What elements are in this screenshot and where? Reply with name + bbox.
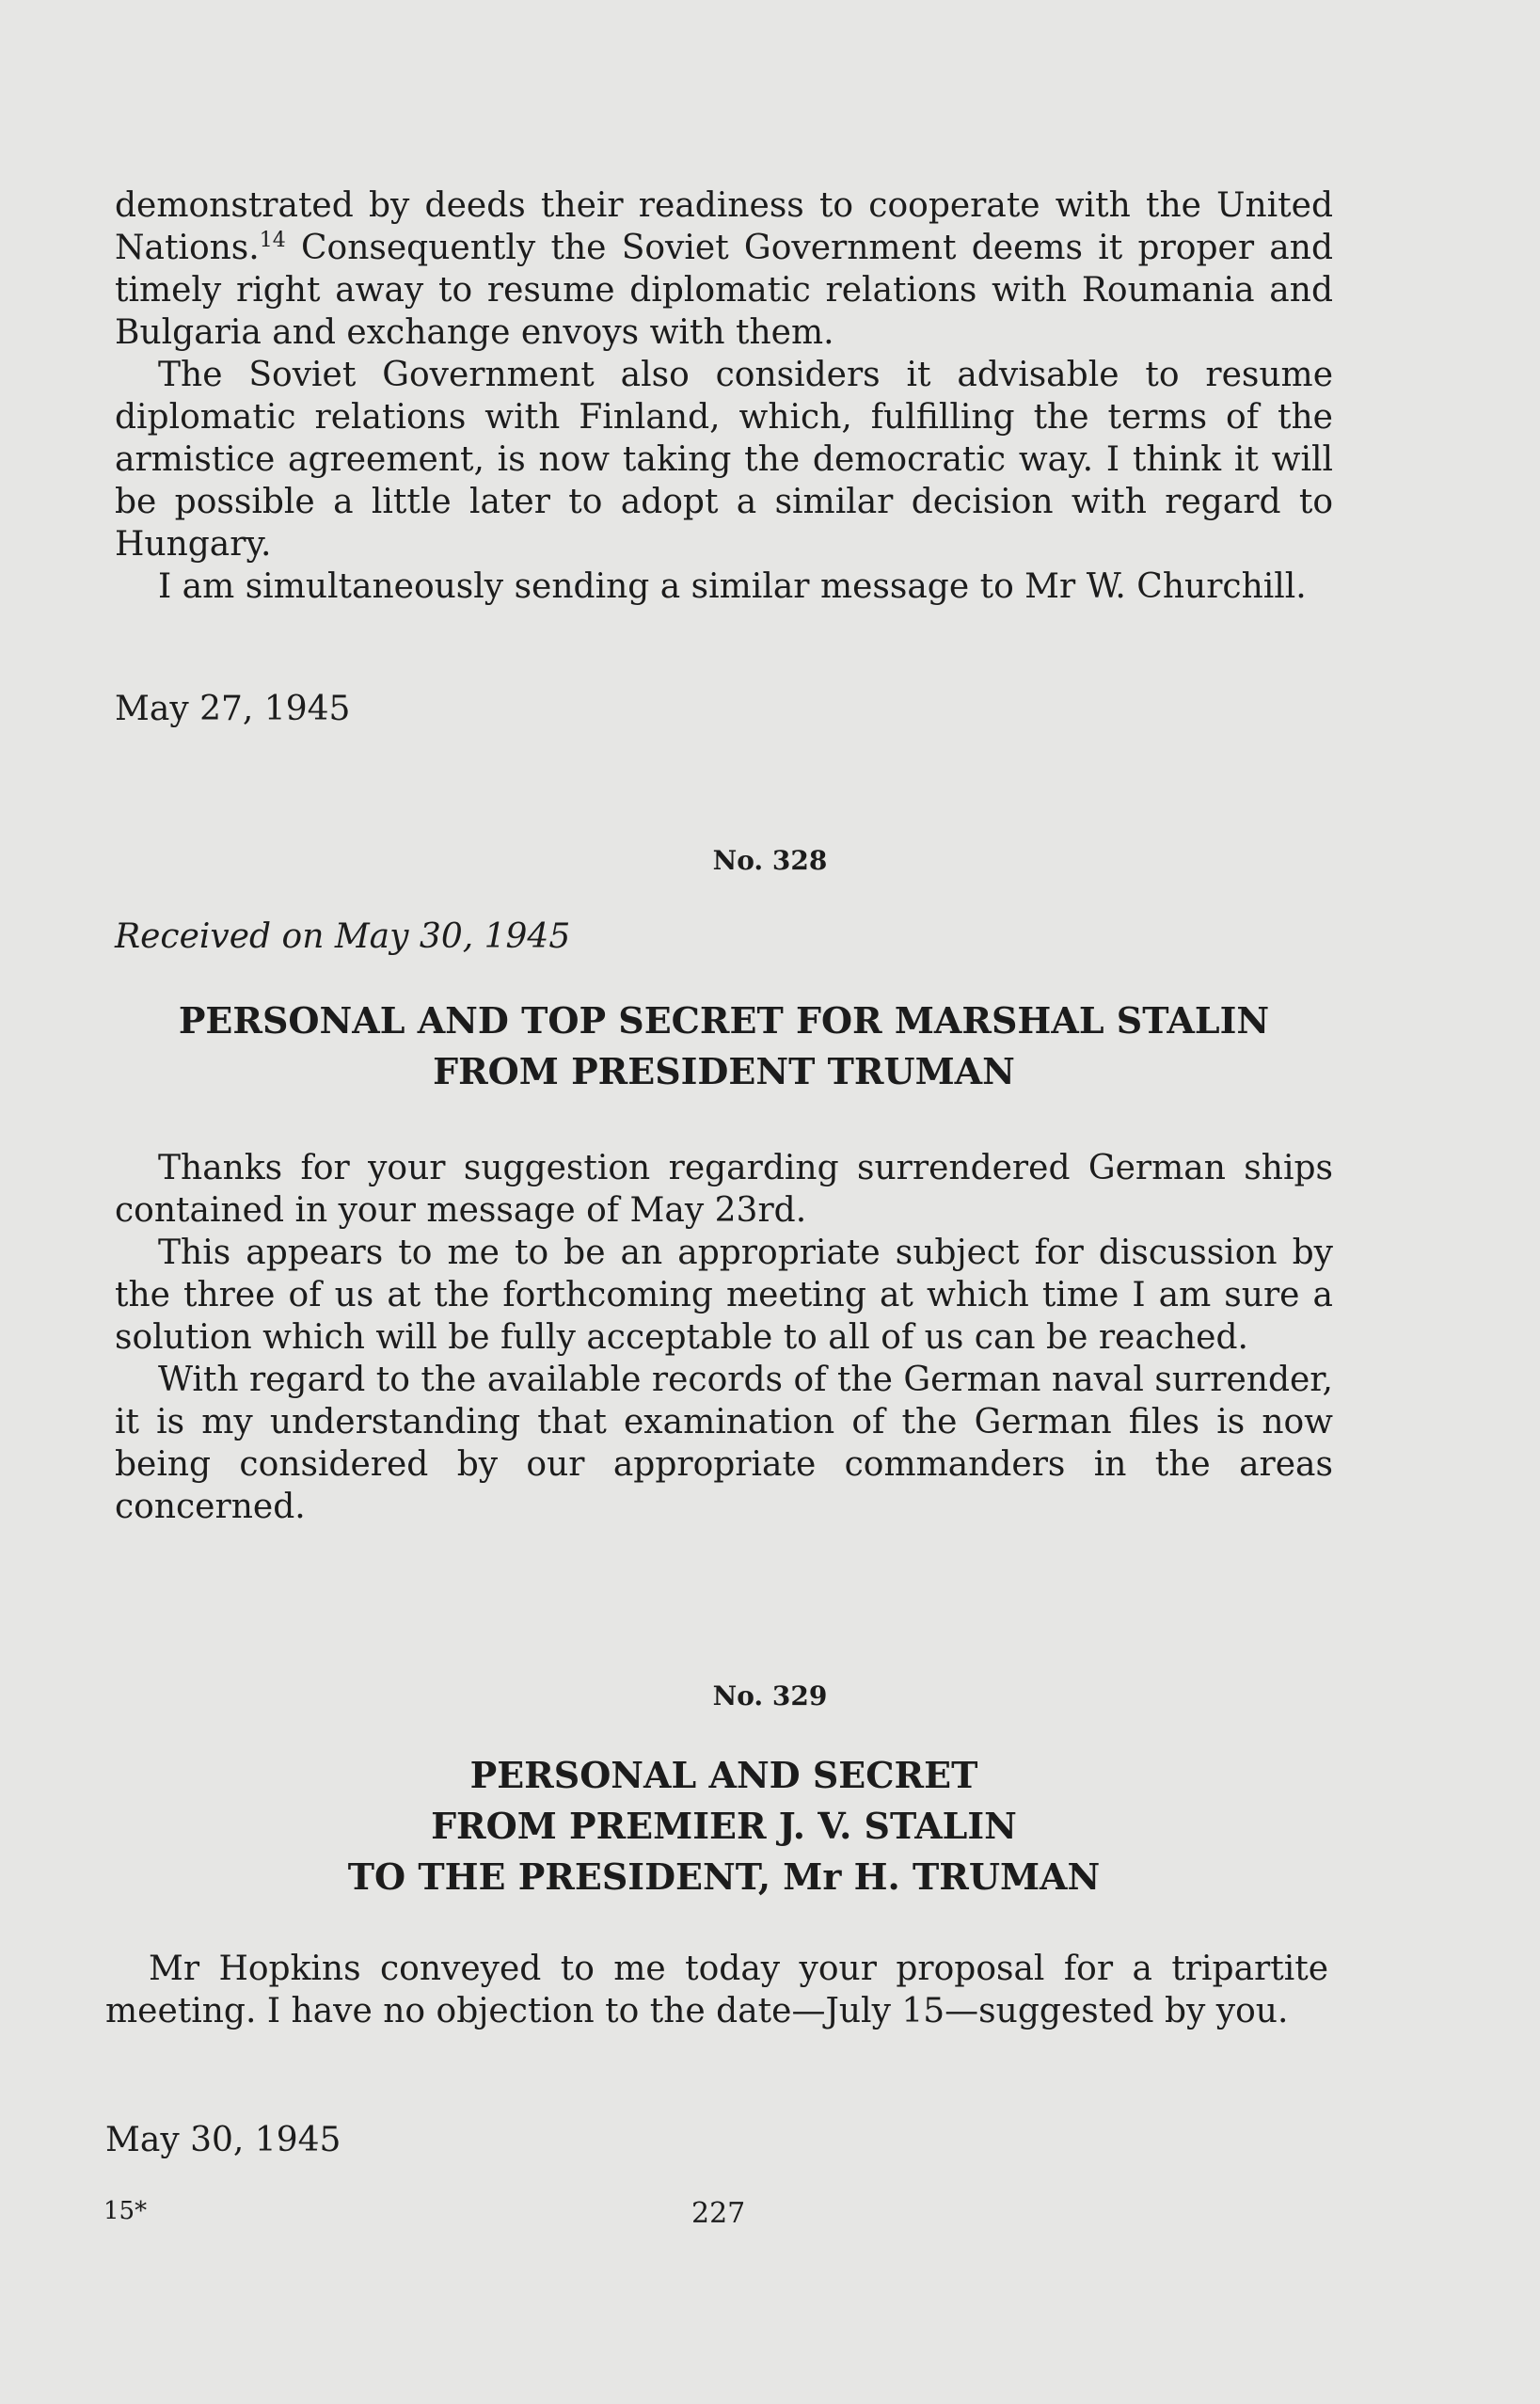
paragraph: The Soviet Government also considers it advisable to resume diplomatic relations with Finland, which, fulfilling the terms of the armistice agreement, is now taking the democratic way. I think it will be possible a little later to adopt a similar decision with regard to Hungary. [115, 356, 1333, 564]
document-heading [115, 1750, 1333, 1903]
document-number: No. 328 [712, 845, 828, 876]
paragraph: This appears to me to be an appropriate subject for discussion by the three of us at the forthcoming meeting at which time I am sure a solution which will be fully acceptable to all of us can be reached. [115, 1234, 1333, 1357]
signature-mark: 15* [103, 2197, 148, 2225]
continuation-text [115, 184, 1333, 608]
paragraph: With regard to the available records of the German naval surrender, it is my understanding that examination of the German files is now being considered by our appropriate commanders in the areas concerned. [115, 1361, 1333, 1526]
heading-line: FROM PRESIDENT TRUMAN [433, 1050, 1015, 1092]
paragraph: Mr Hopkins conveyed to me today your proposal for a tripartite meeting. I have no objection to the date—July 15—suggested by you. [105, 1950, 1328, 2030]
heading-line: FROM PREMIER J. V. STALIN [431, 1805, 1017, 1847]
date: May 30, 1945 [105, 2121, 341, 2159]
document-body [105, 1948, 1328, 2032]
page-number: 227 [691, 2197, 746, 2230]
text: Consequently the Soviet Government deems it proper and timely right away to resume diplomatic relations with Roumania and Bulgaria and exchange envoys with them. [115, 229, 1333, 352]
heading-line: TO THE PRESIDENT, Mr H. TRUMAN [347, 1855, 1101, 1898]
paragraph: I am simultaneously sending a similar message to Mr W. Churchill. [158, 567, 1307, 606]
paragraph [115, 184, 1333, 354]
document-body [115, 1147, 1333, 1528]
document-heading [115, 995, 1333, 1097]
heading-line: PERSONAL AND SECRET [469, 1754, 978, 1796]
date: May 27, 1945 [115, 690, 351, 728]
document-number: No. 329 [712, 1680, 828, 1711]
heading-line: PERSONAL AND TOP SECRET FOR MARSHAL STALIN [178, 999, 1270, 1042]
footnote-ref: 14 [259, 229, 286, 252]
received-date: Received on May 30, 1945 [115, 917, 571, 956]
text: demonstrated by deeds their readiness to cooperate with the United Nations. [115, 186, 1333, 267]
paragraph: Thanks for your suggestion regarding surrendered German ships contained in your message of May 23rd. [115, 1149, 1333, 1230]
